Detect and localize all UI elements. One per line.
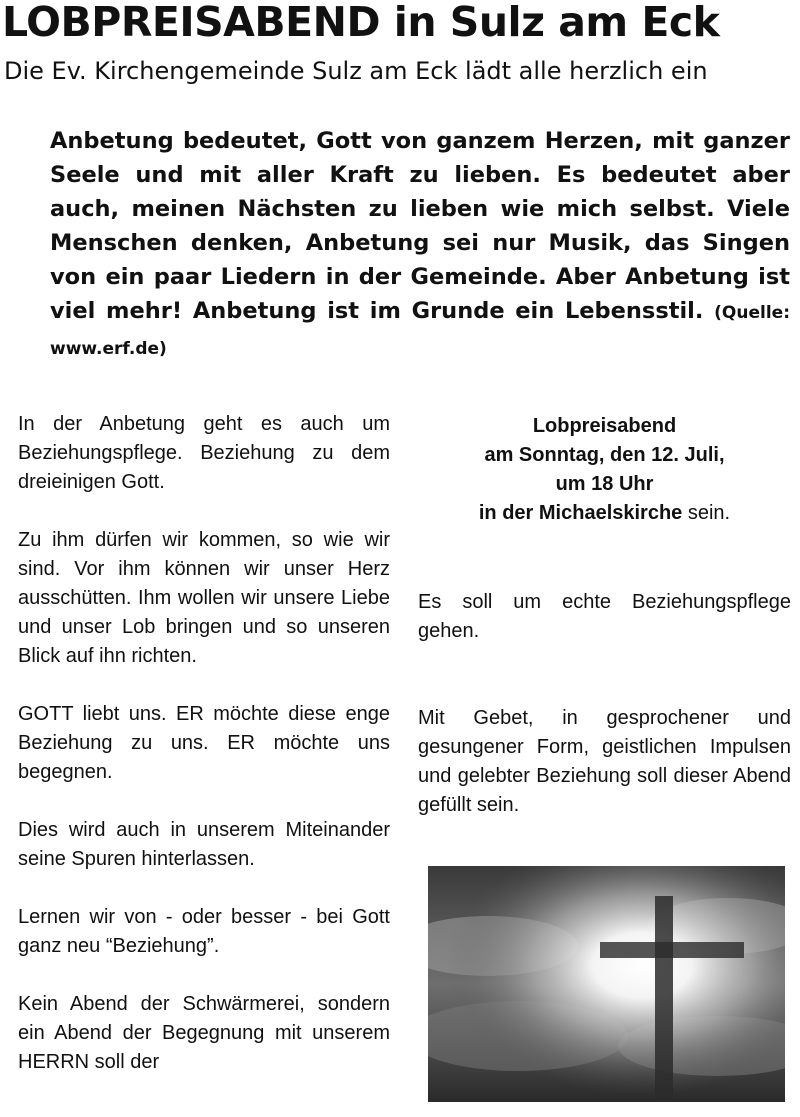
intro-source: (Quelle: www.erf.de) (50, 303, 790, 359)
right-paragraph-1: Es soll um echte Beziehungspflege gehen. (418, 591, 791, 642)
left-paragraph-4: Dies wird auch in unserem Miteinander seine Spuren hinterlassen. (18, 819, 390, 870)
subtitle: Die Ev. Kirchengemeinde Sulz am Eck lädt alle herzlich ein (4, 57, 708, 85)
intro-text: Anbetung bedeutet, Gott von ganzem Herzen, mit ganzer Seele und mit aller Kraft zu lieben. Es bedeutet aber auch, meinen Nächsten zu lieben wie mich selbst. Viele Menschen denken, Anbetung sei nur Musik, das Singen von ein paar Liedern in der Gemeinde. Aber Anbetung ist viel mehr! Anbetung ist im Grunde ein Lebensstil. (50, 128, 790, 324)
event-line-4-tail: sein. (682, 502, 731, 524)
event-line-3: um 18 Uhr (555, 473, 654, 495)
page-title: LOBPREISABEND in Sulz am Eck (2, 0, 720, 46)
intro-paragraph (50, 124, 790, 366)
cross-photo (428, 866, 785, 1102)
event-location: in der Michaelskirche (478, 502, 683, 524)
right-column (418, 412, 791, 816)
left-paragraph-2: Zu ihm dürfen wir kommen, so wie wir sind. Vor ihm können wir unser Herz ausschütten. Ihm wollen wir unsere Liebe und unser Lob bringen und so unseren Blick auf ihn richten. (18, 529, 390, 667)
left-paragraph-6: Kein Abend der Schwärmerei, sondern ein Abend der Begegnung mit unserem HERRN soll der (18, 993, 390, 1073)
event-line-1: Lobpreisabend (532, 415, 677, 437)
left-paragraph-3: GOTT liebt uns. ER möchte diese enge Beziehung zu uns. ER möchte uns begegnen. (18, 703, 390, 783)
right-paragraph-2: Mit Gebet, in gesprochener und gesungener Form, geistlichen Impulsen und gelebter Beziehung soll dieser Abend gefüllt sein. (418, 707, 791, 816)
event-info (418, 412, 791, 528)
left-column (18, 410, 390, 1106)
event-line-2: am Sonntag, den 12. Juli, (484, 444, 725, 466)
left-paragraph-1: In der Anbetung geht es auch um Beziehungspflege. Beziehung zu dem dreieinigen Gott. (18, 413, 390, 493)
cross-image (428, 866, 785, 1102)
left-paragraph-5: Lernen wir von - oder besser - bei Gott ganz neu “Beziehung”. (18, 906, 390, 957)
